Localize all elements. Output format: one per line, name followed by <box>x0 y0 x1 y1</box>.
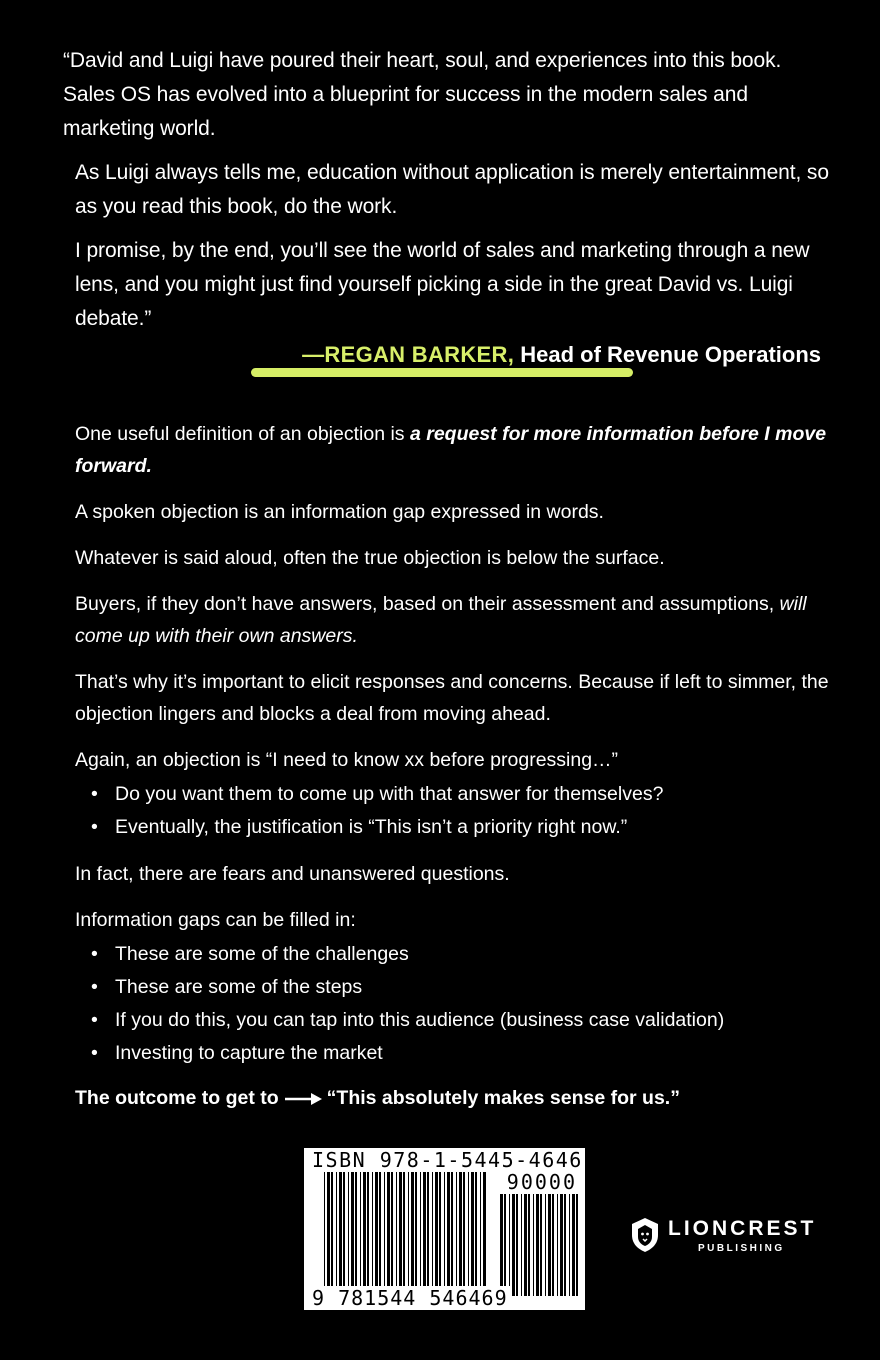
quote-paragraph-2: As Luigi always tells me, education without application is merely entertainment, so as you read this book, do the work. <box>75 161 829 218</box>
barcode-bar <box>363 1172 366 1296</box>
barcode-bar <box>451 1172 453 1296</box>
barcode-bar <box>439 1172 441 1296</box>
lion-shield-icon <box>630 1217 660 1253</box>
accent-divider <box>251 368 633 377</box>
outcome-line <box>75 1082 835 1114</box>
isbn-barcode <box>304 1148 610 1310</box>
attribution-name: —REGAN BARKER, <box>302 342 515 367</box>
barcode-bar <box>524 1194 527 1296</box>
barcode-bar <box>548 1194 551 1296</box>
barcode-bar <box>360 1172 361 1296</box>
barcode-bar <box>444 1172 445 1296</box>
barcode-bar <box>387 1172 390 1296</box>
barcode-bar <box>560 1194 563 1296</box>
barcode-bar <box>351 1172 354 1296</box>
barcode-bar <box>468 1172 469 1296</box>
barcode-bar <box>536 1194 539 1296</box>
barcode-bar <box>343 1172 345 1296</box>
barcode-bar <box>483 1172 486 1296</box>
buyers-text: Buyers, if they don’t have answers, based on their assessment and assumptions, <box>75 593 780 615</box>
publisher-logo <box>628 1215 828 1260</box>
list-item: • Investing to capture the market <box>75 1037 835 1070</box>
barcode-bar <box>533 1194 534 1296</box>
barcode-bar <box>336 1172 337 1296</box>
barcode-bar <box>500 1194 503 1296</box>
quote-attribution <box>63 340 833 370</box>
definition-emphasis: a request for more information before I move forward. <box>75 423 827 477</box>
bullet-list-1 <box>75 778 835 844</box>
barcode-bar <box>435 1172 438 1296</box>
barcode-bar <box>396 1172 397 1296</box>
excerpt-paragraph-5: That’s why it’s important to elicit responses and concerns. Because if left to simmer, the objection lingers and blocks a deal from moving ahead. <box>75 671 829 725</box>
barcode-bar <box>384 1172 385 1296</box>
definition-intro: One useful definition of an objection is <box>75 423 410 445</box>
barcode-bar <box>521 1194 522 1296</box>
barcode-bar <box>379 1172 381 1296</box>
barcode-bar <box>459 1172 462 1296</box>
barcode-bar <box>569 1194 570 1296</box>
list-item: • Eventually, the justification is “This isn’t a priority right now.” <box>75 811 835 844</box>
book-excerpt <box>75 418 835 1114</box>
barcode-bar <box>403 1172 405 1296</box>
barcode-bar <box>564 1194 566 1296</box>
barcode-bar <box>375 1172 378 1296</box>
barcode-bar <box>324 1172 325 1296</box>
barcode-bar <box>411 1172 414 1296</box>
publisher-subtitle: PUBLISHING <box>698 1243 785 1254</box>
barcode-bar <box>355 1172 357 1296</box>
excerpt-paragraph-3: Whatever is said aloud, often the true objection is below the surface. <box>75 547 665 569</box>
outcome-quote: “This absolutely makes sense for us.” <box>326 1087 680 1109</box>
barcode-bar <box>471 1172 474 1296</box>
quote-paragraph-1: “David and Luigi have poured their heart, soul, and experiences into this book. Sales OS has evolved into a blueprint for success in the modern sales and marketing world. <box>63 49 782 140</box>
barcode-bar <box>463 1172 465 1296</box>
price-code: 90000 <box>506 1170 577 1194</box>
buyers-italic: will come up with their own answers. <box>75 593 807 647</box>
barcode-bar <box>528 1194 530 1296</box>
barcode-bar <box>391 1172 393 1296</box>
barcode-bar <box>504 1194 506 1296</box>
barcode-bar <box>408 1172 409 1296</box>
excerpt-paragraph-6: Again, an objection is “I need to know xx before progressing…” <box>75 749 619 771</box>
barcode-bar <box>516 1194 518 1296</box>
list-item: • Do you want them to come up with that answer for themselves? <box>75 778 835 811</box>
barcode-bar <box>432 1172 433 1296</box>
barcode-bar <box>456 1172 457 1296</box>
barcode-bar <box>420 1172 421 1296</box>
barcode-bar <box>427 1172 429 1296</box>
outcome-label: The outcome to get to <box>75 1087 279 1109</box>
publisher-name: LIONCREST <box>668 1217 817 1240</box>
barcode-bar <box>552 1194 554 1296</box>
barcode-bar <box>545 1194 546 1296</box>
barcode-bar <box>512 1194 515 1296</box>
barcode-bar <box>447 1172 450 1296</box>
bullet-list-2 <box>75 938 835 1070</box>
ean-number: 9 781544 546469 <box>312 1286 508 1310</box>
list-item: • If you do this, you can tap into this audience (business case validation) <box>75 1004 835 1037</box>
barcode-bar <box>339 1172 342 1296</box>
barcode-bar <box>557 1194 558 1296</box>
barcode-bar <box>475 1172 477 1296</box>
barcode-bar <box>572 1194 575 1296</box>
excerpt-paragraph-7: In fact, there are fears and unanswered questions. <box>75 863 510 885</box>
barcode-bar <box>348 1172 349 1296</box>
barcode-bar <box>415 1172 417 1296</box>
barcode-bar <box>576 1194 578 1296</box>
barcode-bar <box>480 1172 481 1296</box>
isbn-number: ISBN 978-1-5445-4646-9 <box>312 1148 610 1172</box>
excerpt-paragraph-2: A spoken objection is an information gap expressed in words. <box>75 501 604 523</box>
attribution-title: Head of Revenue Operations <box>520 342 821 367</box>
barcode-bar <box>540 1194 542 1296</box>
excerpt-paragraph-8: Information gaps can be filled in: <box>75 909 356 931</box>
arrow-right-icon <box>283 1092 323 1106</box>
barcode-bar <box>327 1172 330 1296</box>
excerpt-paragraph-1 <box>75 418 835 482</box>
list-item: • These are some of the steps <box>75 971 835 1004</box>
quote-paragraph-3: I promise, by the end, you’ll see the world of sales and marketing through a new lens, and you might just find yourself picking a side in the great David vs. Luigi debate.” <box>75 239 810 330</box>
barcode-bar <box>372 1172 373 1296</box>
barcode-bar <box>509 1194 510 1296</box>
barcode-bar <box>423 1172 426 1296</box>
barcode-bar <box>399 1172 402 1296</box>
excerpt-paragraph-4 <box>75 588 835 652</box>
list-item: • These are some of the challenges <box>75 938 835 971</box>
endorsement-quote <box>63 44 833 370</box>
barcode-bar <box>331 1172 333 1296</box>
barcode-bar <box>367 1172 369 1296</box>
